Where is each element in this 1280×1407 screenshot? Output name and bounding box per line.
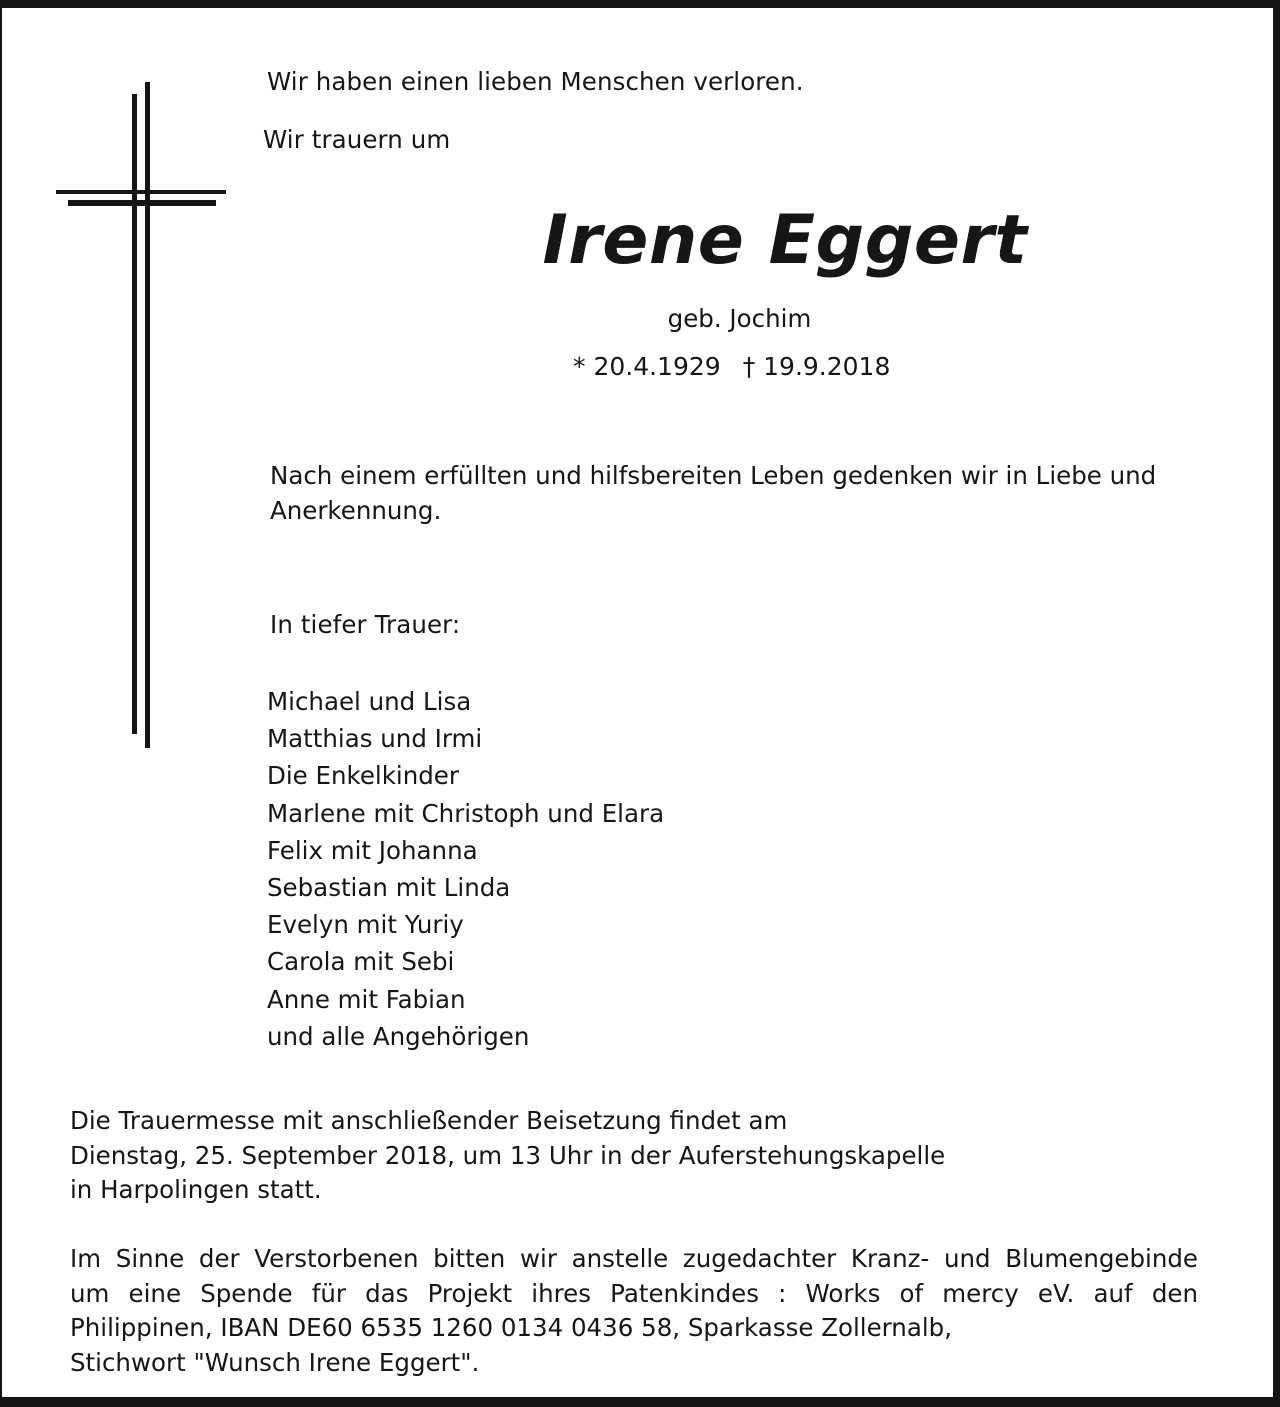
sorrow-heading: In tiefer Trauer:	[270, 610, 461, 639]
list-item: und alle Angehörigen	[267, 1021, 530, 1051]
donation-line-2: um eine Spende für das Projekt ihres Patenkindes : Works of mercy eV. auf den	[70, 1278, 1198, 1308]
maiden-name: geb. Jochim	[667, 304, 812, 333]
donation-line-1: Im Sinne der Verstorbenen bitten wir anstelle zugedachter Kranz- und Blumengebinde	[70, 1244, 1198, 1273]
mourn-line: Wir trauern um	[263, 125, 451, 154]
deceased-name	[2, 196, 1280, 286]
service-line-3: in Harpolingen statt.	[70, 1175, 322, 1204]
list-item: Marlene mit Christoph und Elara	[267, 798, 665, 828]
list-item: Carola mit Sebi	[267, 947, 455, 977]
list-item: Michael und Lisa	[267, 687, 472, 716]
donation-line-3: Philippinen, IBAN DE60 6535 1260 0134 0436 58, Sparkasse Zollernalb,	[70, 1313, 952, 1342]
list-item: Die Enkelkinder	[267, 761, 459, 791]
service-line-1: Die Trauermesse mit anschließender Beisetzung findet am	[70, 1106, 788, 1135]
life-dates	[573, 349, 890, 385]
tribute-text	[270, 459, 1210, 528]
birth-date: * 20.4.1929	[573, 352, 721, 381]
list-item: Anne mit Fabian	[267, 984, 466, 1014]
tribute-line-2: Anerkennung.	[270, 495, 442, 525]
service-details	[70, 1104, 1070, 1208]
service-line-2: Dienstag, 25. September 2018, um 13 Uhr in der Auferstehungskapelle	[70, 1140, 946, 1170]
cross-horizontal-bar-top	[56, 190, 226, 194]
mourners-list	[267, 683, 664, 1055]
tribute-line-1: Nach einem erfüllten und hilfsbereiten Leben gedenken wir in Liebe und	[270, 461, 1157, 490]
cross-icon	[56, 82, 226, 748]
deceased-name-text: Irene Eggert	[542, 201, 1028, 280]
list-item: Sebastian mit Linda	[267, 873, 511, 903]
donation-request	[70, 1242, 1198, 1380]
donation-line-4: Stichwort "Wunsch Irene Eggert".	[70, 1347, 480, 1377]
intro-line: Wir haben einen lieben Menschen verloren.	[267, 67, 804, 96]
list-item: Felix mit Johanna	[267, 835, 478, 865]
list-item: Evelyn mit Yuriy	[267, 910, 464, 940]
death-date: † 19.9.2018	[742, 352, 891, 381]
cross-vertical-bar-right	[145, 82, 150, 748]
list-item: Matthias und Irmi	[267, 724, 483, 754]
